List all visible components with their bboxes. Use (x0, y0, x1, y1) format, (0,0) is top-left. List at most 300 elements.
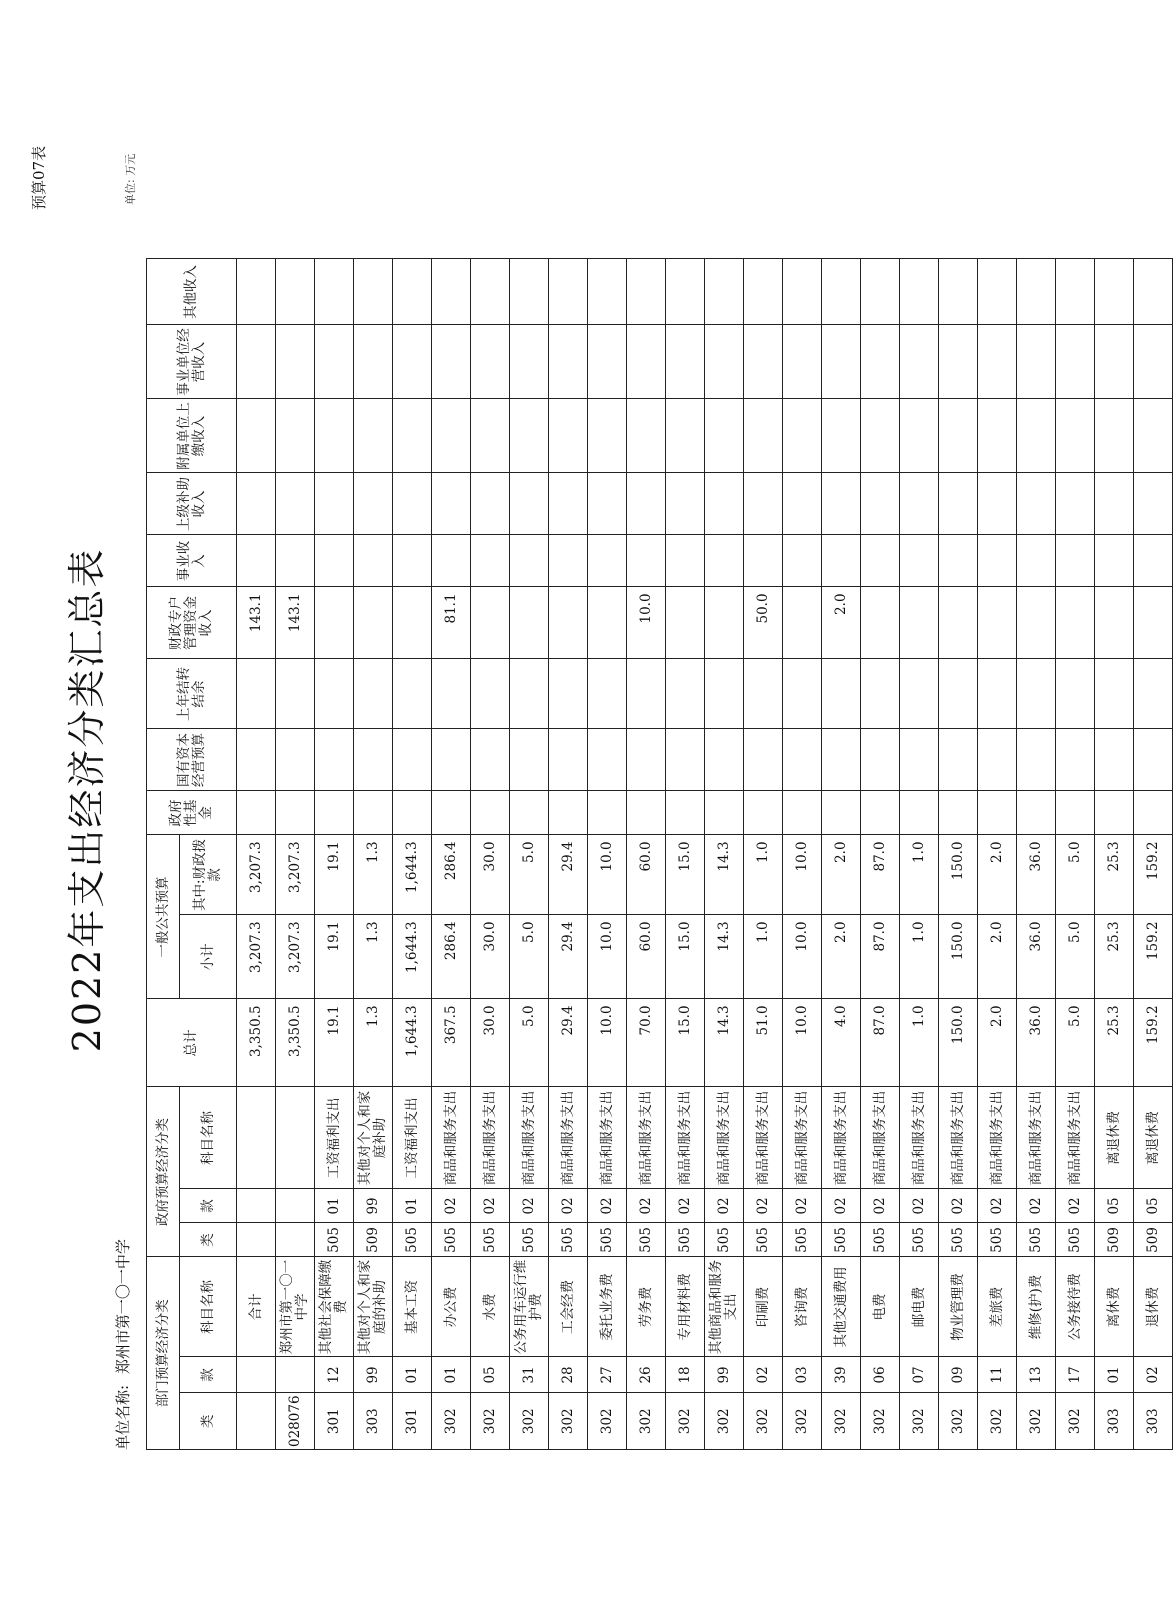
row-superior-subsidy (588, 473, 627, 535)
row-dept-kuan: 28 (549, 1357, 588, 1393)
row-gov-kuan: 05 (1095, 1189, 1134, 1223)
table-row (666, 259, 705, 1450)
row-gov-lei: 505 (783, 1223, 822, 1257)
row-gov-name: 商品和服务支出 (900, 1087, 939, 1189)
row-fiscal: 25.3 (1095, 835, 1134, 915)
row-dept-name: 咨询费 (783, 1257, 822, 1357)
row-dept-kuan: 99 (354, 1357, 393, 1393)
row-total: 150.0 (939, 999, 978, 1087)
row-dept-lei: 302 (666, 1393, 705, 1450)
row-dept-lei (237, 1393, 276, 1450)
row-business-income (315, 535, 354, 587)
row-gov-lei: 505 (627, 1223, 666, 1257)
row-business-income (783, 535, 822, 587)
row-carryover (432, 659, 471, 729)
row-dept-lei: 302 (510, 1393, 549, 1450)
row-operating-income (588, 325, 627, 399)
row-special-account: 143.1 (237, 587, 276, 659)
row-superior-subsidy (1056, 473, 1095, 535)
affiliated-income-header: 附属单位上缴收入 (147, 399, 237, 473)
row-dept-lei: 302 (432, 1393, 471, 1450)
row-operating-income (549, 325, 588, 399)
fiscal-header: 其中:财政拨款 (180, 835, 237, 915)
row-state-capital (471, 729, 510, 791)
row-gov-fund (1017, 791, 1056, 835)
row-superior-subsidy (939, 473, 978, 535)
page-title: 2022年支出经济分类汇总表 (65, 547, 109, 1053)
row-total: 14.3 (705, 999, 744, 1087)
row-subtotal: 14.3 (705, 915, 744, 999)
row-affiliated-income (900, 399, 939, 473)
row-dept-lei: 028076 (276, 1393, 315, 1450)
row-gov-kuan: 02 (666, 1189, 705, 1223)
row-dept-kuan: 06 (861, 1357, 900, 1393)
row-subtotal: 30.0 (471, 915, 510, 999)
row-dept-kuan (237, 1357, 276, 1393)
row-gov-fund (939, 791, 978, 835)
row-operating-income (276, 325, 315, 399)
row-dept-name: 维修(护)费 (1017, 1257, 1056, 1357)
row-gov-kuan: 01 (315, 1189, 354, 1223)
row-state-capital (744, 729, 783, 791)
row-gov-name: 商品和服务支出 (510, 1087, 549, 1189)
row-business-income (432, 535, 471, 587)
row-gov-lei: 505 (393, 1223, 432, 1257)
row-dept-kuan: 18 (666, 1357, 705, 1393)
row-subtotal: 25.3 (1095, 915, 1134, 999)
row-carryover (393, 659, 432, 729)
row-business-income (237, 535, 276, 587)
row-superior-subsidy (471, 473, 510, 535)
money-unit: 单位: 万元 (124, 153, 137, 205)
row-special-account (1056, 587, 1095, 659)
row-state-capital (627, 729, 666, 791)
superior-subsidy-header: 上级补助收入 (147, 473, 237, 535)
row-special-account: 143.1 (276, 587, 315, 659)
row-fiscal: 15.0 (666, 835, 705, 915)
gov-class-header: 政府预算经济分类 (147, 1087, 180, 1257)
row-gov-lei: 505 (588, 1223, 627, 1257)
row-total: 51.0 (744, 999, 783, 1087)
row-other-income (705, 259, 744, 325)
row-fiscal: 3,207.3 (237, 835, 276, 915)
row-state-capital (354, 729, 393, 791)
row-business-income (939, 535, 978, 587)
row-affiliated-income (393, 399, 432, 473)
row-superior-subsidy (978, 473, 1017, 535)
row-superior-subsidy (1095, 473, 1134, 535)
row-other-income (1095, 259, 1134, 325)
row-state-capital (237, 729, 276, 791)
row-fiscal: 3,207.3 (276, 835, 315, 915)
row-gov-fund (237, 791, 276, 835)
row-subtotal: 1.0 (744, 915, 783, 999)
table-row (432, 259, 471, 1450)
row-affiliated-income (705, 399, 744, 473)
row-dept-name: 退休费 (1134, 1257, 1173, 1357)
row-gov-fund (471, 791, 510, 835)
row-superior-subsidy (315, 473, 354, 535)
row-fiscal: 30.0 (471, 835, 510, 915)
row-state-capital (510, 729, 549, 791)
row-total: 5.0 (510, 999, 549, 1087)
row-dept-name: 离休费 (1095, 1257, 1134, 1357)
row-gov-lei: 505 (315, 1223, 354, 1257)
row-business-income (1095, 535, 1134, 587)
row-dept-name: 其他对个人和家庭的补助 (354, 1257, 393, 1357)
row-dept-name: 办公费 (432, 1257, 471, 1357)
row-subtotal: 3,207.3 (237, 915, 276, 999)
table-row (861, 259, 900, 1450)
row-total: 70.0 (627, 999, 666, 1087)
row-gov-kuan (237, 1189, 276, 1223)
row-other-income (978, 259, 1017, 325)
row-dept-lei: 302 (627, 1393, 666, 1450)
row-affiliated-income (432, 399, 471, 473)
business-income-header: 事业收入 (147, 535, 237, 587)
row-carryover (471, 659, 510, 729)
row-special-account (1134, 587, 1173, 659)
row-business-income (1056, 535, 1095, 587)
table-row (822, 259, 861, 1450)
dept-kuan-header: 款 (180, 1357, 237, 1393)
row-subtotal: 1.0 (900, 915, 939, 999)
row-affiliated-income (1017, 399, 1056, 473)
row-dept-kuan: 39 (822, 1357, 861, 1393)
row-affiliated-income (822, 399, 861, 473)
row-dept-kuan: 07 (900, 1357, 939, 1393)
row-total: 159.2 (1134, 999, 1173, 1087)
row-gov-lei: 505 (432, 1223, 471, 1257)
row-other-income (822, 259, 861, 325)
row-gov-lei: 505 (510, 1223, 549, 1257)
row-gov-lei: 505 (1017, 1223, 1056, 1257)
row-gov-kuan: 02 (705, 1189, 744, 1223)
row-dept-name: 差旅费 (978, 1257, 1017, 1357)
row-gov-kuan: 02 (1056, 1189, 1095, 1223)
row-fiscal: 87.0 (861, 835, 900, 915)
row-subtotal: 1,644.3 (393, 915, 432, 999)
row-gov-name (276, 1087, 315, 1189)
row-dept-lei: 303 (1095, 1393, 1134, 1450)
row-superior-subsidy (627, 473, 666, 535)
row-fiscal: 1.0 (744, 835, 783, 915)
row-business-income (354, 535, 393, 587)
row-superior-subsidy (393, 473, 432, 535)
row-total: 5.0 (1056, 999, 1095, 1087)
row-state-capital (1095, 729, 1134, 791)
row-gov-kuan: 05 (1134, 1189, 1173, 1223)
row-other-income (1017, 259, 1056, 325)
table-number: 预算07表 (30, 145, 48, 210)
row-business-income (1017, 535, 1056, 587)
row-dept-name: 专用材料费 (666, 1257, 705, 1357)
row-fiscal: 36.0 (1017, 835, 1056, 915)
unit-name-line (112, 1239, 133, 1450)
row-superior-subsidy (822, 473, 861, 535)
row-affiliated-income (549, 399, 588, 473)
row-gov-lei: 505 (861, 1223, 900, 1257)
row-dept-name: 水费 (471, 1257, 510, 1357)
row-gov-fund (705, 791, 744, 835)
row-carryover (705, 659, 744, 729)
row-gov-lei: 509 (1095, 1223, 1134, 1257)
row-dept-lei: 302 (744, 1393, 783, 1450)
table-row (900, 259, 939, 1450)
row-other-income (237, 259, 276, 325)
row-fiscal: 60.0 (627, 835, 666, 915)
row-subtotal: 36.0 (1017, 915, 1056, 999)
row-business-income (510, 535, 549, 587)
row-superior-subsidy (1134, 473, 1173, 535)
row-carryover (1134, 659, 1173, 729)
row-carryover (900, 659, 939, 729)
row-business-income (627, 535, 666, 587)
row-dept-kuan: 03 (783, 1357, 822, 1393)
row-carryover (354, 659, 393, 729)
row-gov-name: 工资福利支出 (315, 1087, 354, 1189)
row-affiliated-income (666, 399, 705, 473)
row-gov-kuan: 02 (861, 1189, 900, 1223)
row-dept-kuan (276, 1357, 315, 1393)
row-operating-income (900, 325, 939, 399)
row-business-income (276, 535, 315, 587)
row-affiliated-income (978, 399, 1017, 473)
row-operating-income (978, 325, 1017, 399)
row-other-income (939, 259, 978, 325)
row-business-income (588, 535, 627, 587)
row-dept-lei: 302 (939, 1393, 978, 1450)
row-operating-income (705, 325, 744, 399)
row-gov-fund (393, 791, 432, 835)
row-fiscal: 19.1 (315, 835, 354, 915)
row-dept-name: 其他商品和服务支出 (705, 1257, 744, 1357)
row-special-account (978, 587, 1017, 659)
row-special-account (549, 587, 588, 659)
table-row (939, 259, 978, 1450)
row-dept-name: 公务接待费 (1056, 1257, 1095, 1357)
row-special-account: 10.0 (627, 587, 666, 659)
row-gov-name: 离退休费 (1134, 1087, 1173, 1189)
table-row (627, 259, 666, 1450)
table-body (237, 259, 1173, 1450)
table-row (471, 259, 510, 1450)
row-total: 3,350.5 (276, 999, 315, 1087)
row-gov-lei: 505 (978, 1223, 1017, 1257)
row-dept-kuan: 27 (588, 1357, 627, 1393)
row-dept-lei: 302 (900, 1393, 939, 1450)
row-fiscal: 159.2 (1134, 835, 1173, 915)
row-special-account (705, 587, 744, 659)
gov-lei-header: 类 (180, 1223, 237, 1257)
row-fiscal: 10.0 (588, 835, 627, 915)
row-gov-kuan: 02 (549, 1189, 588, 1223)
row-gov-fund (1056, 791, 1095, 835)
row-affiliated-income (627, 399, 666, 473)
row-carryover (276, 659, 315, 729)
row-total: 367.5 (432, 999, 471, 1087)
operating-income-header: 事业单位经营收入 (147, 325, 237, 399)
row-state-capital (432, 729, 471, 791)
row-special-account: 81.1 (432, 587, 471, 659)
row-gov-name: 商品和服务支出 (861, 1087, 900, 1189)
row-fiscal: 1.0 (900, 835, 939, 915)
row-other-income (432, 259, 471, 325)
row-operating-income (1095, 325, 1134, 399)
row-gov-kuan: 02 (744, 1189, 783, 1223)
state-capital-header: 国有资本经营预算 (147, 729, 237, 791)
other-income-header: 其他收入 (147, 259, 237, 325)
row-dept-name: 公务用车运行维护费 (510, 1257, 549, 1357)
row-gov-name: 商品和服务支出 (783, 1087, 822, 1189)
row-fiscal: 5.0 (1056, 835, 1095, 915)
row-total: 87.0 (861, 999, 900, 1087)
row-gov-name: 商品和服务支出 (1056, 1087, 1095, 1189)
row-operating-income (471, 325, 510, 399)
row-total: 15.0 (666, 999, 705, 1087)
row-operating-income (510, 325, 549, 399)
row-gov-fund (1095, 791, 1134, 835)
row-special-account (1017, 587, 1056, 659)
table-row (1056, 259, 1095, 1450)
row-dept-kuan: 01 (393, 1357, 432, 1393)
row-carryover (666, 659, 705, 729)
row-subtotal: 60.0 (627, 915, 666, 999)
row-gov-kuan: 02 (1017, 1189, 1056, 1223)
row-gov-fund (354, 791, 393, 835)
row-dept-name: 委托业务费 (588, 1257, 627, 1357)
row-gov-fund (666, 791, 705, 835)
row-special-account (588, 587, 627, 659)
row-gov-fund (276, 791, 315, 835)
row-gov-name: 商品和服务支出 (432, 1087, 471, 1189)
row-operating-income (822, 325, 861, 399)
row-operating-income (1017, 325, 1056, 399)
row-subtotal: 159.2 (1134, 915, 1173, 999)
row-gov-kuan (276, 1189, 315, 1223)
row-affiliated-income (276, 399, 315, 473)
row-total: 1.0 (900, 999, 939, 1087)
row-gov-fund (861, 791, 900, 835)
row-dept-kuan: 01 (432, 1357, 471, 1393)
row-dept-name: 其他交通费用 (822, 1257, 861, 1357)
row-affiliated-income (354, 399, 393, 473)
row-dept-lei: 302 (783, 1393, 822, 1450)
row-gov-kuan: 02 (783, 1189, 822, 1223)
row-other-income (744, 259, 783, 325)
row-gov-fund (315, 791, 354, 835)
unit-name-label: 单位名称: (114, 1384, 132, 1450)
row-business-income (978, 535, 1017, 587)
row-superior-subsidy (744, 473, 783, 535)
row-dept-name: 电费 (861, 1257, 900, 1357)
row-operating-income (627, 325, 666, 399)
row-gov-fund (588, 791, 627, 835)
table-row (1017, 259, 1056, 1450)
row-business-income (549, 535, 588, 587)
table-row (549, 259, 588, 1450)
row-total: 1,644.3 (393, 999, 432, 1087)
row-gov-name: 商品和服务支出 (744, 1087, 783, 1189)
row-operating-income (1134, 325, 1173, 399)
row-fiscal: 5.0 (510, 835, 549, 915)
row-special-account (1095, 587, 1134, 659)
row-dept-lei: 302 (978, 1393, 1017, 1450)
row-gov-name: 离退休费 (1095, 1087, 1134, 1189)
row-dept-kuan: 02 (744, 1357, 783, 1393)
row-dept-kuan: 11 (978, 1357, 1017, 1393)
row-carryover (627, 659, 666, 729)
row-operating-income (861, 325, 900, 399)
row-dept-kuan: 02 (1134, 1357, 1173, 1393)
row-other-income (900, 259, 939, 325)
row-gov-fund (822, 791, 861, 835)
row-operating-income (354, 325, 393, 399)
row-other-income (588, 259, 627, 325)
row-total: 19.1 (315, 999, 354, 1087)
table-row (744, 259, 783, 1450)
row-subtotal: 19.1 (315, 915, 354, 999)
row-subtotal: 5.0 (510, 915, 549, 999)
row-subtotal: 29.4 (549, 915, 588, 999)
row-subtotal: 3,207.3 (276, 915, 315, 999)
row-dept-name: 郑州市第一〇一中学 (276, 1257, 315, 1357)
row-dept-lei: 302 (705, 1393, 744, 1450)
row-special-account (900, 587, 939, 659)
carryover-header: 上年结转结余 (147, 659, 237, 729)
row-dept-lei: 302 (1056, 1393, 1095, 1450)
row-dept-name: 邮电费 (900, 1257, 939, 1357)
gov-subject-header: 科目名称 (180, 1087, 237, 1189)
row-carryover (549, 659, 588, 729)
row-other-income (861, 259, 900, 325)
row-fiscal: 1,644.3 (393, 835, 432, 915)
row-affiliated-income (861, 399, 900, 473)
row-special-account (393, 587, 432, 659)
row-fiscal: 10.0 (783, 835, 822, 915)
row-state-capital (783, 729, 822, 791)
row-gov-fund (978, 791, 1017, 835)
row-other-income (393, 259, 432, 325)
row-gov-kuan: 02 (822, 1189, 861, 1223)
row-gov-name: 商品和服务支出 (666, 1087, 705, 1189)
row-superior-subsidy (510, 473, 549, 535)
row-state-capital (705, 729, 744, 791)
dept-class-header: 部门预算经济分类 (147, 1257, 180, 1450)
row-gov-lei: 509 (1134, 1223, 1173, 1257)
row-gov-fund (900, 791, 939, 835)
row-carryover (978, 659, 1017, 729)
row-special-account (471, 587, 510, 659)
row-subtotal: 150.0 (939, 915, 978, 999)
row-state-capital (1056, 729, 1095, 791)
row-gov-lei: 505 (549, 1223, 588, 1257)
row-total: 3,350.5 (237, 999, 276, 1087)
row-business-income (471, 535, 510, 587)
row-other-income (315, 259, 354, 325)
row-special-account (861, 587, 900, 659)
row-operating-income (315, 325, 354, 399)
row-affiliated-income (1056, 399, 1095, 473)
table-row (978, 259, 1017, 1450)
row-dept-name: 工会经费 (549, 1257, 588, 1357)
row-dept-kuan: 01 (1095, 1357, 1134, 1393)
row-affiliated-income (588, 399, 627, 473)
row-state-capital (315, 729, 354, 791)
row-carryover (822, 659, 861, 729)
row-subtotal: 1.3 (354, 915, 393, 999)
row-dept-kuan: 09 (939, 1357, 978, 1393)
